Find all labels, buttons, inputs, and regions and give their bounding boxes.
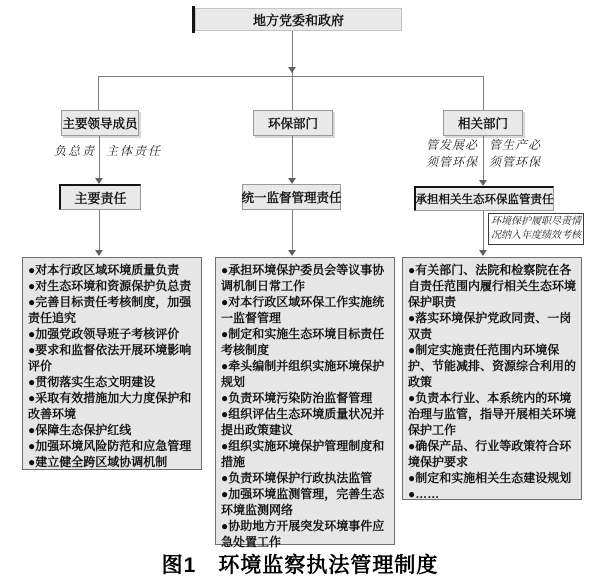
detail-item: ●制定实施责任范围内环境保护、节能减排、资源综合利用的政策 xyxy=(408,343,577,389)
detail-item: ●确保产品、行业等政策符合环境保护要求 xyxy=(408,439,572,469)
detail-item: ●制定和实施生态环境目标责任考核制度 xyxy=(221,327,385,357)
connector-drop-right xyxy=(483,76,484,110)
detail-item: ●采取有效措施加大力度保护和改善环境 xyxy=(28,391,192,421)
detail-box-middle xyxy=(215,257,395,549)
detail-item: ●负责环境污染防治监督管理 xyxy=(221,391,373,405)
dept-box-middle xyxy=(253,110,333,136)
connector-right-l3l4 xyxy=(483,211,484,252)
dept-box-left xyxy=(61,110,139,136)
detail-item: ●牵头编制并组织实施环境保护规划 xyxy=(221,359,385,389)
detail-item: ●加强党政领导班子考核评价 xyxy=(28,327,180,341)
arrow-root-junction xyxy=(288,67,296,73)
detail-item: ●加强环境风险防范和应急管理 xyxy=(28,439,192,453)
connector-drop-left xyxy=(98,76,99,110)
detail-item: ●贯彻落实生态文明建设 xyxy=(28,375,156,389)
detail-item: ●…… xyxy=(408,487,440,501)
detail-item: ●组织实施环境保护管理制度和措施 xyxy=(221,439,385,469)
detail-item: ●对本行政区域环境质量负责 xyxy=(28,263,180,277)
detail-item: ●对生态环境和资源保护负总责 xyxy=(28,279,192,293)
detail-item: ●对本行政区域环保工作实施统一监督管理 xyxy=(221,295,385,325)
root-box xyxy=(195,8,402,31)
arrow-right-detail xyxy=(479,250,487,256)
responsibility-box-middle-label: 统一监督管理责任 xyxy=(241,191,342,205)
detail-item: ●协助地方开展突发环境事件应急处置工作 xyxy=(221,519,385,549)
dept-box-middle-label: 环保部门 xyxy=(267,117,318,131)
responsibility-box-right-label: 承担相关生态环保监管责任 xyxy=(415,194,554,206)
connector-drop-middle xyxy=(292,76,293,110)
connector-left-l2l3 xyxy=(99,136,100,180)
detail-item: ●负责环境保护行政执法监管 xyxy=(221,471,373,485)
responsibility-box-left xyxy=(59,184,141,210)
connector-middle-l2l3 xyxy=(292,136,293,180)
detail-box-left xyxy=(22,257,202,470)
performance-appraisal-note: 环境保护履职尽责情况纳入年度绩效考核 xyxy=(488,213,584,245)
connector-right-l2l3 xyxy=(483,136,484,182)
detail-item: ●落实环境保护党政同责、一岗双责 xyxy=(408,311,572,341)
arrow-left-detail xyxy=(95,250,103,256)
connector-middle-l3l4 xyxy=(292,210,293,252)
detail-item: ●承担环境保护委员会等议事协调机制日常工作 xyxy=(221,263,385,293)
detail-item: ●加强环境监测管理，完善生态环境监测网络 xyxy=(221,487,385,517)
dept-box-right xyxy=(443,110,523,136)
detail-item: ●有关部门、法院和检察院在各自责任范围内履行相关生态环境保护职责 xyxy=(408,263,577,309)
responsibility-box-left-label: 主要责任 xyxy=(74,191,127,206)
arrow-middle-detail xyxy=(288,250,296,256)
connector-distributor xyxy=(98,76,484,77)
responsibility-box-middle xyxy=(242,184,341,210)
detail-box-right xyxy=(402,257,582,500)
detail-item: ●完善目标责任考核制度，加强责任追究 xyxy=(28,295,192,325)
dept-box-right-label: 相关部门 xyxy=(457,117,508,131)
arrow-label-overall-responsibility: 负总责 xyxy=(54,144,97,158)
detail-item: ●保障生态保护红线 xyxy=(28,423,132,437)
detail-item: ●负责本行业、本系统内的环境治理与监管，指导开展相关环境保护工作 xyxy=(408,391,577,437)
figure-caption: 图1 环境监察执法管理制度 xyxy=(161,554,439,577)
root-box-label: 地方党委和政府 xyxy=(252,13,344,28)
arrow-label-main-responsibility: 主体责任 xyxy=(106,144,163,158)
responsibility-box-right xyxy=(414,186,554,211)
dept-box-left-label: 主要领导成员 xyxy=(62,117,138,131)
detail-item: ●要求和监督依法开展环境影响评价 xyxy=(28,343,192,373)
detail-item: ●制定和实施相关生态建设规划 xyxy=(408,471,572,485)
detail-item: ●组织评估生态环境质量状况并提出政策建议 xyxy=(221,407,385,437)
arrow-label-manage-production: 管生产必须管环保 xyxy=(489,138,542,169)
detail-item: ●建立健全跨区域协调机制 xyxy=(28,455,168,469)
arrow-label-manage-development: 管发展必须管环保 xyxy=(426,138,479,169)
connector-left-l3l4 xyxy=(99,210,100,252)
